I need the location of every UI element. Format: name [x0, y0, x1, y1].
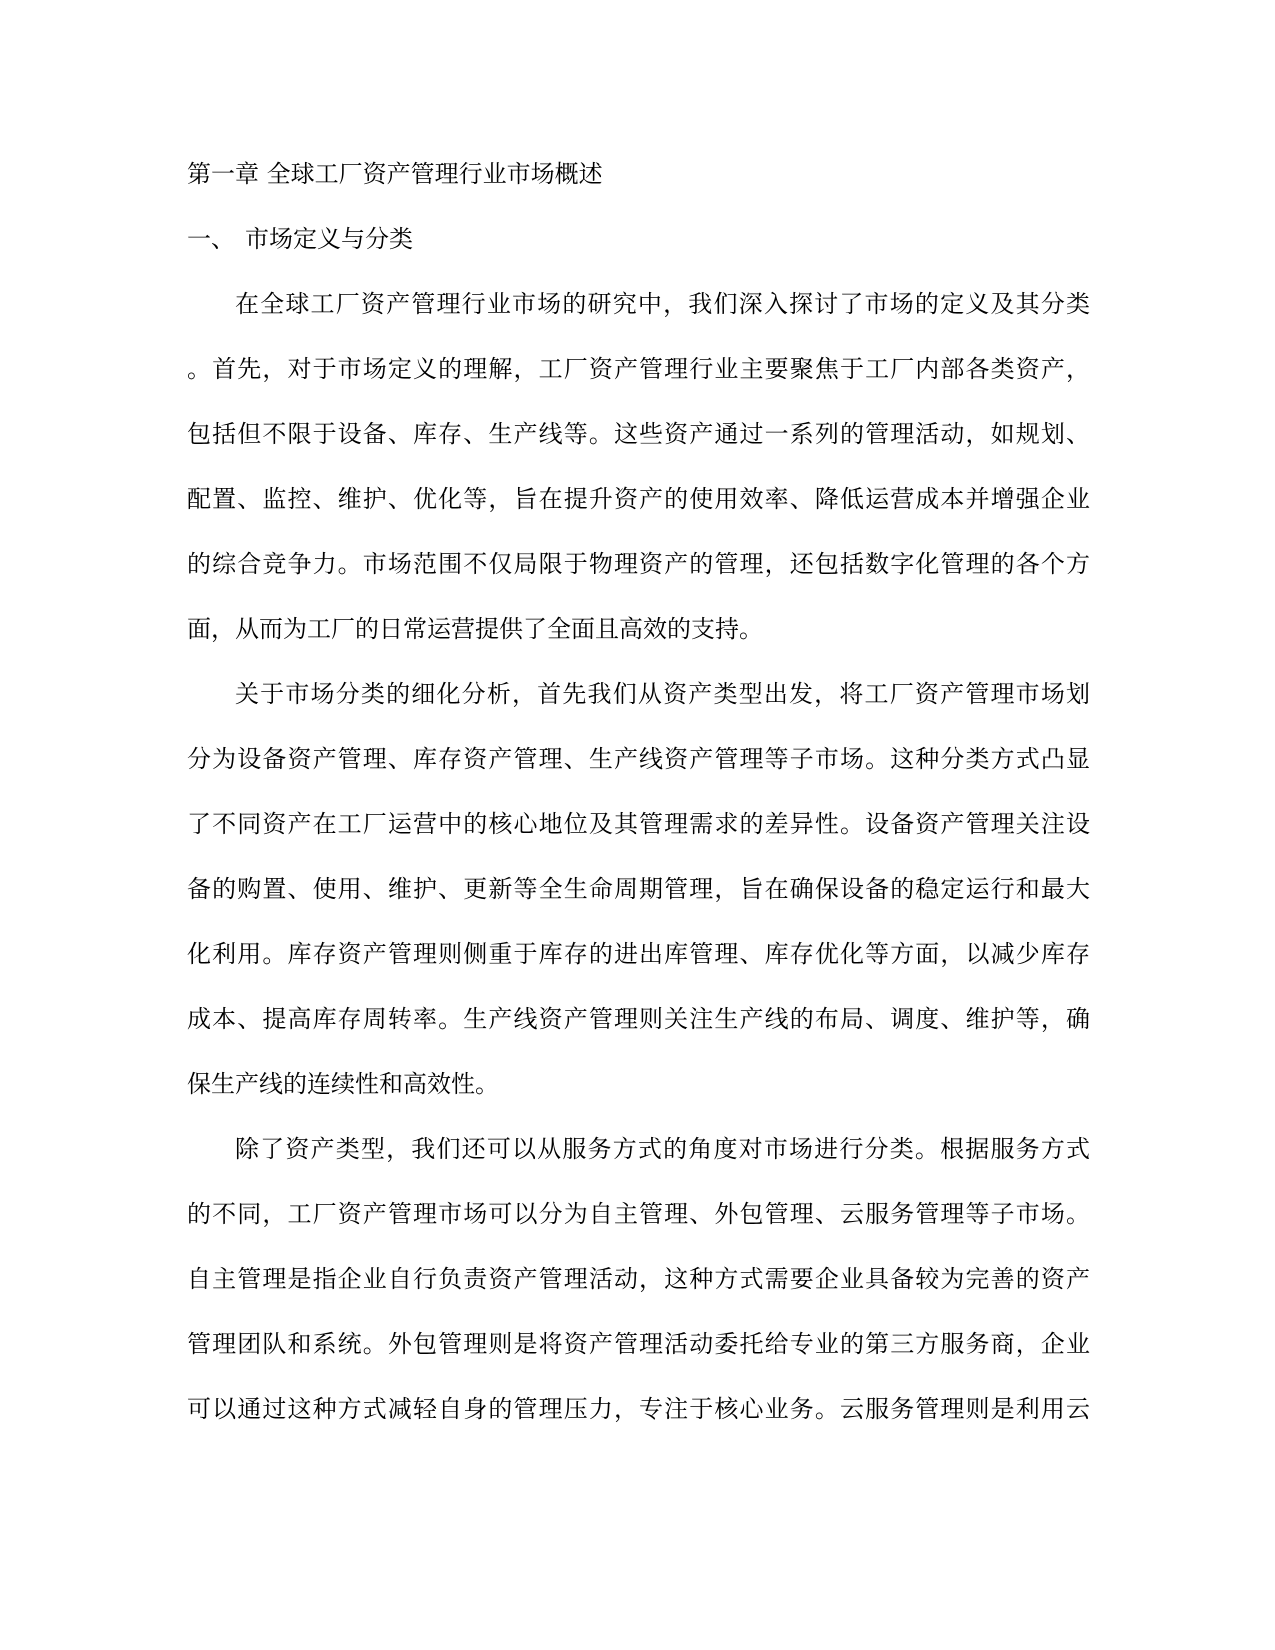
text-line: 包括但不限于设备、库存、生产线等。这些资产通过一系列的管理活动，如规划、	[187, 420, 1090, 448]
text-line: 配置、监控、维护、优化等，旨在提升资产的使用效率、降低运营成本并增强企业	[187, 485, 1090, 513]
paragraph	[187, 1117, 1090, 1442]
text-line: 除了资产类型，我们还可以从服务方式的角度对市场进行分类。根据服务方式	[235, 1135, 1090, 1163]
chapter-heading: 第一章 全球工厂资产管理行业市场概述	[187, 160, 603, 188]
text-line: 化利用。库存资产管理则侧重于库存的进出库管理、库存优化等方面，以减少库存	[187, 940, 1090, 968]
text-line: 保生产线的连续性和高效性。	[187, 1070, 499, 1098]
text-line: 在全球工厂资产管理行业市场的研究中，我们深入探讨了市场的定义及其分类	[235, 290, 1090, 318]
section-number: 一、	[187, 225, 235, 253]
paragraph	[187, 662, 1090, 1117]
text-line: 管理团队和系统。外包管理则是将资产管理活动委托给专业的第三方服务商，企业	[187, 1330, 1090, 1358]
text-line: 自主管理是指企业自行负责资产管理活动，这种方式需要企业具备较为完善的资产	[187, 1265, 1090, 1293]
document-content	[187, 142, 1090, 1442]
section-title: 市场定义与分类	[245, 225, 413, 253]
text-line: 的不同，工厂资产管理市场可以分为自主管理、外包管理、云服务管理等子市场。	[187, 1200, 1090, 1228]
text-line: 可以通过这种方式减轻自身的管理压力，专注于核心业务。云服务管理则是利用云	[187, 1395, 1090, 1423]
text-line: 面，从而为工厂的日常运营提供了全面且高效的支持。	[187, 615, 763, 643]
text-line: 关于市场分类的细化分析，首先我们从资产类型出发，将工厂资产管理市场划	[235, 680, 1090, 708]
text-line: 。首先，对于市场定义的理解，工厂资产管理行业主要聚焦于工厂内部各类资产，	[187, 355, 1090, 383]
paragraph	[187, 272, 1090, 662]
text-line: 分为设备资产管理、库存资产管理、生产线资产管理等子市场。这种分类方式凸显	[187, 745, 1090, 773]
section-heading	[187, 207, 1090, 272]
text-line: 的综合竞争力。市场范围不仅局限于物理资产的管理，还包括数字化管理的各个方	[187, 550, 1090, 578]
text-line: 备的购置、使用、维护、更新等全生命周期管理，旨在确保设备的稳定运行和最大	[187, 875, 1090, 903]
text-line: 了不同资产在工厂运营中的核心地位及其管理需求的差异性。设备资产管理关注设	[187, 810, 1090, 838]
text-line: 成本、提高库存周转率。生产线资产管理则关注生产线的布局、调度、维护等，确	[187, 1005, 1090, 1033]
